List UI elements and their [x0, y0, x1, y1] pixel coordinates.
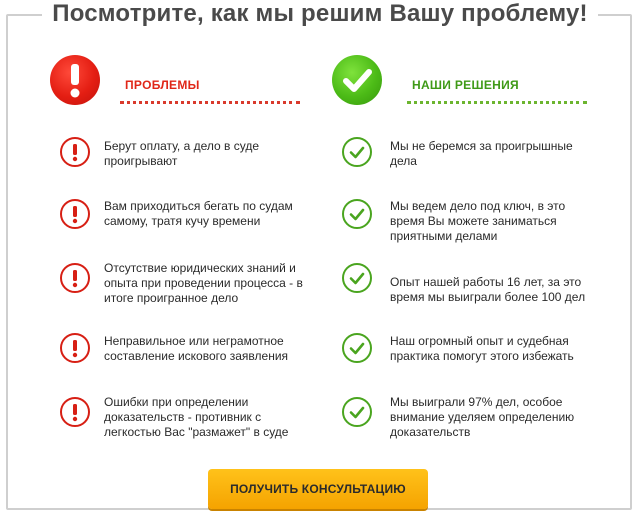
solutions-divider [407, 101, 587, 104]
get-consultation-button[interactable]: ПОЛУЧИТЬ КОНСУЛЬТАЦИЮ [208, 469, 428, 509]
solution-item: Мы выиграли 97% дел, особое внимание уделяем определению доказательств [390, 395, 575, 439]
checkmark-icon [342, 137, 372, 167]
exclamation-icon [60, 199, 90, 229]
problems-divider [120, 101, 300, 104]
checkmark-icon [332, 55, 382, 105]
exclamation-icon [60, 333, 90, 363]
problem-item: Ошибки при определении доказательств - противник с легкостью Вас "размажет" в суде [104, 395, 289, 439]
problem-item: Отсутствие юридических знаний и опыта при проведении процесса - в итоге проигранное дело [104, 261, 303, 305]
checkmark-icon [342, 333, 372, 363]
solution-item: Мы ведем дело под ключ, в это время Вы можете заниматься приятными делами [390, 199, 566, 243]
checkmark-icon [342, 263, 372, 293]
checkmark-icon [342, 199, 372, 229]
exclamation-icon [60, 397, 90, 427]
page-title: Посмотрите, как мы решим Вашу проблему! [0, 0, 640, 28]
problems-header [50, 55, 310, 105]
solution-item: Наш огромный опыт и судебная практика помогут этого избежать [390, 334, 574, 363]
problem-item: Вам приходиться бегать по судам самому, тратя кучу времени [104, 199, 293, 228]
checkmark-icon [342, 397, 372, 427]
problem-item: Берут оплату, а дело в суде проигрывают [104, 139, 260, 168]
problem-item: Неправильное или неграмотное составление искового заявления [104, 334, 289, 363]
solutions-header [332, 55, 592, 105]
problems-title: ПРОБЛЕМЫ [125, 78, 200, 92]
solutions-title: НАШИ РЕШЕНИЯ [412, 78, 519, 92]
exclamation-icon [50, 55, 100, 105]
solution-item: Мы не беремся за проигрышные дела [390, 139, 573, 168]
exclamation-icon [60, 263, 90, 293]
exclamation-icon [60, 137, 90, 167]
solution-item: Опыт нашей работы 16 лет, за это время мы выиграли более 100 дел [390, 275, 586, 304]
